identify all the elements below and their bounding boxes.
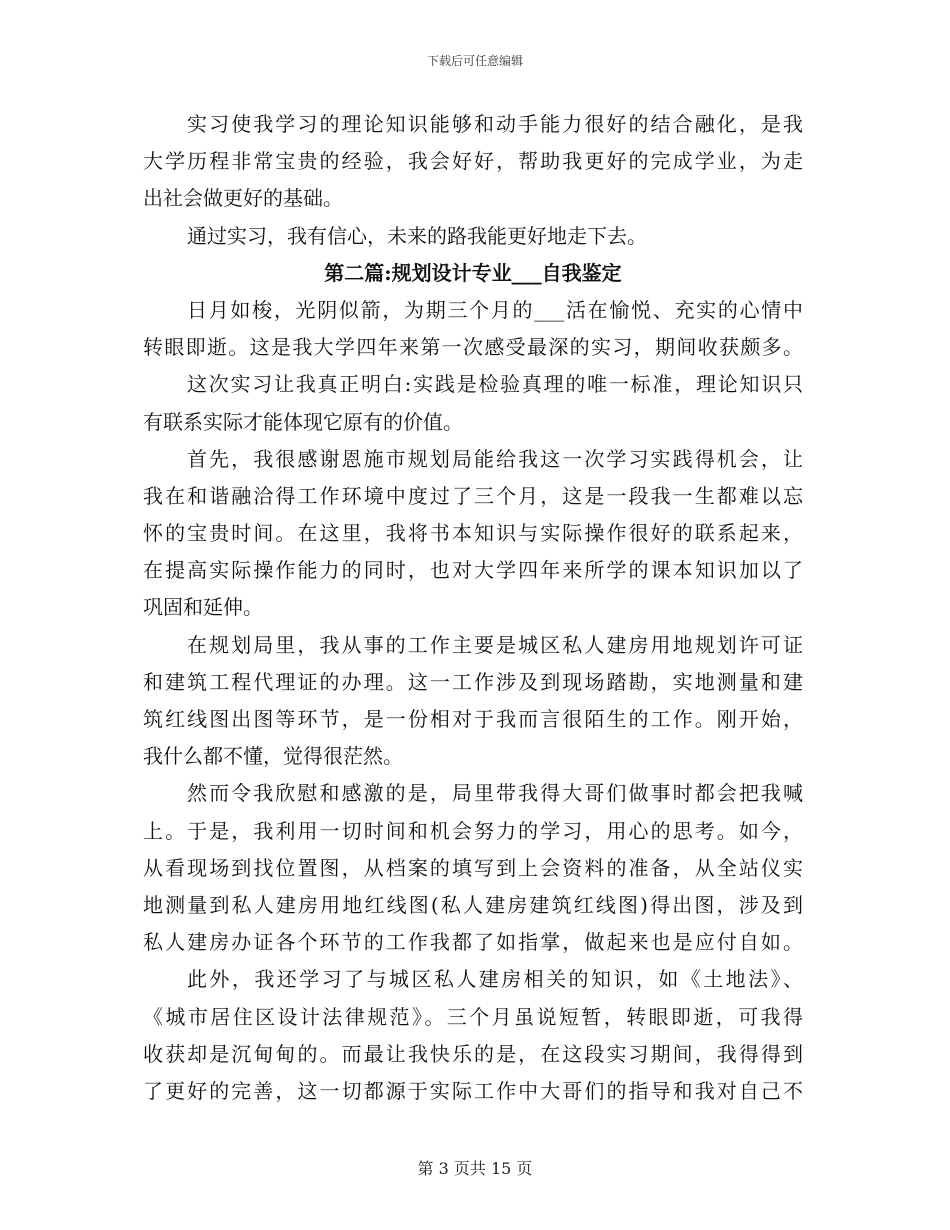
page-number-footer: 第 3 页共 15 页: [417, 1159, 533, 1178]
paragraph-line: 这次实习让我真正明白:实践是检验真理的唯一标准，理论知识只: [187, 372, 803, 397]
paragraph-line: 和建筑工程代理证的办理。这一工作涉及到现场踏勘，实地测量和建: [143, 669, 803, 694]
paragraph-line: 首先，我很感谢恩施市规划局能给我这一次学习实践得机会，让: [187, 446, 803, 471]
page-header: 下载后可任意编辑: [426, 54, 523, 68]
paragraph-line: 转眼即逝。这是我大学四年来第一次感受最深的实习，期间收获颇多。: [143, 335, 803, 360]
paragraph-line: 从看现场到找位置图，从档案的填写到上会资料的准备，从全站仪实: [143, 855, 803, 880]
paragraph-line: 在提高实际操作能力的同时，也对大学四年来所学的课本知识加以了: [143, 558, 803, 583]
paragraph-line: 了更好的完善，这一切都源于实际工作中大哥们的指导和我对自己不: [143, 1078, 803, 1103]
paragraph-line: 私人建房办证各个环节的工作我都了如指掌，做起来也是应付自如。: [143, 930, 803, 955]
paragraph-line: 有联系实际才能体现它原有的价值。: [143, 409, 463, 434]
paragraph-line: 日月如梭，光阴似箭，为期三个月的___活在愉悦、充实的心情中: [187, 297, 803, 322]
paragraph-line: 上。于是，我利用一切时间和机会努力的学习，用心的思考。如今，: [143, 818, 803, 843]
paragraph-line: 地测量到私人建房用地红线图(私人建房建筑红线图)得出图，涉及到: [143, 892, 803, 917]
paragraph-line: 通过实习，我有信心，未来的路我能更好地走下去。: [187, 223, 647, 248]
paragraph-line: 《城市居住区设计法律规范》。三个月虽说短暂，转眼即逝，可我得: [143, 1004, 803, 1029]
paragraph-line: 在规划局里，我从事的工作主要是城区私人建房用地规划许可证: [187, 632, 803, 657]
paragraph-line: 筑红线图出图等环节，是一份相对于我而言很陌生的工作。刚开始，: [143, 707, 803, 731]
paragraph-line: 出社会做更好的基础。: [143, 186, 343, 211]
paragraph-line: 大学历程非常宝贵的经验，我会好好，帮助我更好的完成学业，为走: [143, 149, 803, 174]
paragraph-line: 我什么都不懂，觉得很茫然。: [143, 744, 403, 769]
paragraph-line: 巩固和延伸。: [143, 595, 263, 620]
paragraph-line: 怀的宝贵时间。在这里，我将书本知识与实际操作很好的联系起来，: [143, 521, 803, 546]
paragraph-line: 实习使我学习的理论知识能够和动手能力很好的结合融化，是我: [187, 112, 803, 136]
paragraph-line: 收获却是沉甸甸的。而最让我快乐的是，在这段实习期间，我得得到: [143, 1041, 803, 1066]
document-body: [143, 106, 803, 1110]
paragraph-line: 我在和谐融洽得工作环境中度过了三个月，这是一段我一生都难以忘: [143, 483, 803, 508]
section-title: 第二篇:规划设计专业___自我鉴定: [324, 260, 622, 285]
paragraph-line: 此外，我还学习了与城区私人建房相关的知识，如《土地法》、: [187, 967, 803, 992]
paragraph-line: 然而令我欣慰和感激的是，局里带我得大哥们做事时都会把我喊: [187, 781, 803, 806]
